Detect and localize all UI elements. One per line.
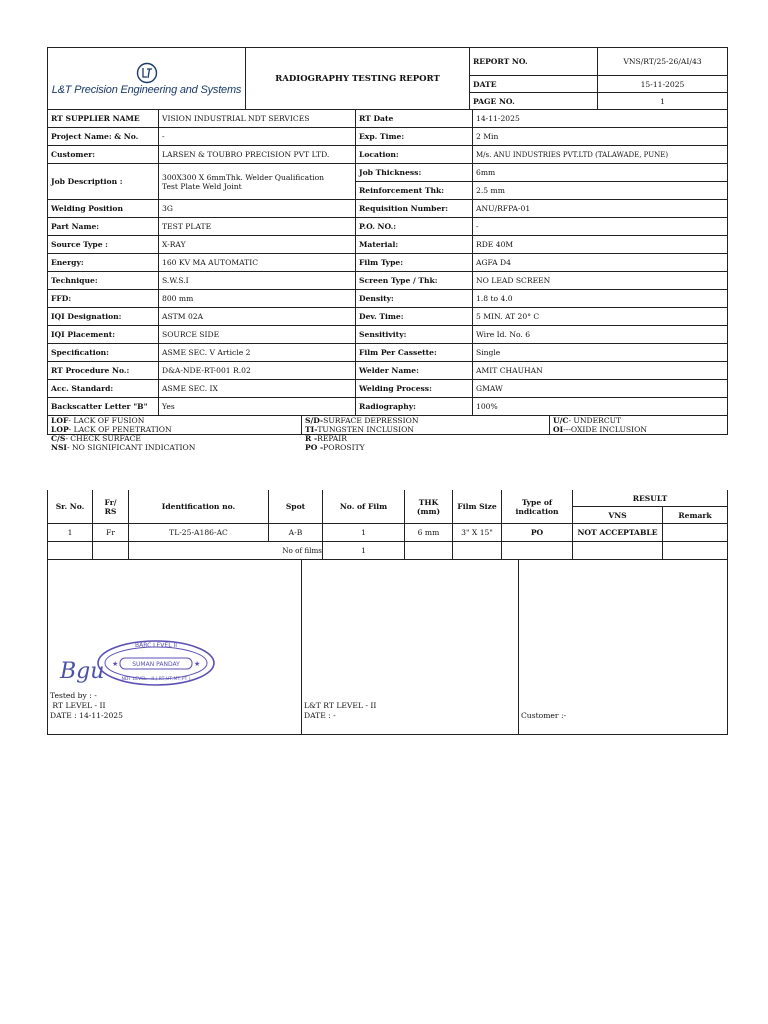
legend-text: - NO SIGNIFICANT INDICATION [66, 443, 196, 452]
col-header: Film Size [453, 490, 502, 524]
field-label: Material: [356, 236, 473, 254]
job-description-line1: 300X300 X 6mmThk. Welder Qualification [162, 172, 325, 182]
table-cell: 6 mm [405, 524, 453, 542]
field-label: Job Thickness: [356, 164, 473, 182]
legend-text: POROSITY [323, 443, 365, 452]
field-value: 2 Min [473, 128, 728, 146]
col-header [93, 490, 129, 524]
report-sheet [47, 47, 728, 735]
report-no-label: REPORT NO. [470, 47, 598, 76]
col-header: VNS [573, 507, 663, 524]
lt-signature-cell [302, 560, 519, 735]
job-description-line2: Test Plate Weld Joint [162, 181, 242, 191]
field-value: S.W.S.I [159, 272, 356, 290]
field-value: NO LEAD SCREEN [473, 272, 728, 290]
legend-code: PO - [305, 443, 324, 452]
field-value: Wire Id. No. 6 [473, 326, 728, 344]
lt-date: DATE : - [304, 711, 336, 720]
col-header: Identification no. [129, 490, 269, 524]
field-value: - [159, 128, 356, 146]
field-value: VISION INDUSTRIAL NDT SERVICES [159, 110, 356, 128]
table-cell [573, 542, 663, 560]
col-header: Remark [663, 507, 728, 524]
field-value: D&A-NDE-RT-001 R.02 [159, 362, 356, 380]
col-header: RESULT [573, 490, 728, 507]
field-label: RT SUPPLIER NAME [47, 110, 159, 128]
field-value: - [473, 218, 728, 236]
total-label: No of films [129, 542, 323, 560]
field-value: X-RAY [159, 236, 356, 254]
field-label: Backscatter Letter "B" [47, 398, 159, 416]
field-label: IQI Designation: [47, 308, 159, 326]
field-label: Sensitivity: [356, 326, 473, 344]
field-label: Film Type: [356, 254, 473, 272]
field-value: ASME SEC. V Article 2 [159, 344, 356, 362]
legend-text: - UNDERCUT [568, 416, 622, 425]
legend-code: R - [305, 434, 318, 443]
inspector-stamp-icon [56, 632, 216, 692]
col-header-line: RS [104, 506, 117, 516]
field-label: Dev. Time: [356, 308, 473, 326]
tested-by-block [50, 691, 123, 721]
table-cell [663, 524, 728, 542]
lt-logo-icon [136, 62, 158, 84]
field-value: Yes [159, 398, 356, 416]
table-cell: 1 [47, 524, 93, 542]
lt-level-label: L&T RT LEVEL - II [304, 701, 377, 710]
field-label: Specification: [47, 344, 159, 362]
field-label: IQI Placement: [47, 326, 159, 344]
table-cell [663, 542, 728, 560]
total-value: 1 [323, 542, 405, 560]
field-label: Welder Name: [356, 362, 473, 380]
field-label: Screen Type / Thk: [356, 272, 473, 290]
field-label: Acc. Standard: [47, 380, 159, 398]
table-cell: NOT ACCEPTABLE [573, 524, 663, 542]
legend-code: C/S [51, 434, 66, 443]
field-label: Project Name: & No. [47, 128, 159, 146]
legend-text: - LACK OF FUSION [68, 416, 145, 425]
table-cell: PO [502, 524, 573, 542]
legend-code: LOP [51, 425, 69, 434]
table-cell [47, 542, 93, 560]
field-value: 6mm [473, 164, 728, 182]
col-header-line: indication [515, 506, 559, 516]
legend-code: NSI [51, 443, 67, 452]
field-value: 1.8 to 4.0 [473, 290, 728, 308]
customer-label: Customer :- [521, 711, 567, 720]
field-value: ANU/RFPA-01 [473, 200, 728, 218]
svg-text:★: ★ [194, 660, 201, 668]
field-value: 3G [159, 200, 356, 218]
field-label: Film Per Cassette: [356, 344, 473, 362]
table-row [47, 524, 728, 542]
stamp-top-text: BARC LEVEL II [134, 642, 178, 649]
field-value [159, 164, 356, 200]
tested-date: DATE : 14-11-2025 [50, 711, 123, 720]
table-cell [93, 542, 129, 560]
field-value: 5 MIN. AT 20° C [473, 308, 728, 326]
field-label: RT Procedure No.: [47, 362, 159, 380]
field-label: Technique: [47, 272, 159, 290]
legend-text: REPAIR [317, 434, 347, 443]
tested-by-label: Tested by : - [50, 691, 97, 700]
field-label: Part Name: [47, 218, 159, 236]
field-label: Energy: [47, 254, 159, 272]
company-name: L&T Precision Engineering and Systems [51, 83, 242, 96]
signature-section [47, 560, 728, 735]
table-cell [453, 542, 502, 560]
tested-by-cell [47, 560, 302, 735]
field-label: Radiography: [356, 398, 473, 416]
page-no-label: PAGE NO. [470, 93, 598, 110]
col-header [502, 490, 573, 524]
table-cell: A-B [269, 524, 323, 542]
results-table [47, 490, 728, 560]
field-value: TEST PLATE [159, 218, 356, 236]
defect-legend [47, 416, 728, 490]
field-value: ASME SEC. IX [159, 380, 356, 398]
field-label: Location: [356, 146, 473, 164]
legend-code: U/C [553, 416, 569, 425]
lt-block [304, 701, 376, 721]
date-label: DATE [470, 76, 598, 93]
table-cell: TL-25-A186-AC [129, 524, 269, 542]
field-value: Single [473, 344, 728, 362]
field-label: P.O. NO.: [356, 218, 473, 236]
field-value: GMAW [473, 380, 728, 398]
report-title: RADIOGRAPHY TESTING REPORT [246, 47, 470, 110]
field-label: FFD: [47, 290, 159, 308]
field-value: LARSEN & TOUBRO PRECISION PVT LTD. [159, 146, 356, 164]
col-header: Spot [269, 490, 323, 524]
field-label: Welding Process: [356, 380, 473, 398]
table-total-row [47, 542, 728, 560]
field-value: AGFA D4 [473, 254, 728, 272]
col-header: Sr. No. [47, 490, 93, 524]
svg-text:Bgu: Bgu [60, 659, 105, 684]
stamp-bottom-text: NDT LEVEL - II ( RT,UT,MT,PT ) [121, 677, 191, 682]
report-no: VNS/RT/25-26/AI/43 [598, 47, 728, 76]
field-label: Density: [356, 290, 473, 308]
table-cell: 1 [323, 524, 405, 542]
field-value: AMIT CHAUHAN [473, 362, 728, 380]
field-value: M/s. ANU INDUSTRIES PVT.LTD (TALAWADE, PUNE) [473, 146, 728, 164]
table-cell [405, 542, 453, 560]
legend-text: ---OXIDE INCLUSION [563, 425, 647, 434]
svg-text:★: ★ [112, 660, 119, 668]
field-label: Customer: [47, 146, 159, 164]
field-value: 100% [473, 398, 728, 416]
field-value: ASTM 02A [159, 308, 356, 326]
legend-code: S/D- [305, 416, 324, 425]
legend-code: LOF [51, 416, 69, 425]
col-header-line: THK [418, 497, 439, 507]
field-value: 800 mm [159, 290, 356, 308]
legend-text: - LACK OF PENETRATION [68, 425, 172, 434]
page-no: 1 [598, 93, 728, 110]
customer-signature-cell [519, 560, 728, 735]
legend-code: TI- [305, 425, 318, 434]
col-header: No. of Film [323, 490, 405, 524]
legend-text: - CHECK SURFACE [65, 434, 141, 443]
field-label: RT Date [356, 110, 473, 128]
legend-code: OI [553, 425, 564, 434]
field-label: Welding Position [47, 200, 159, 218]
field-value: RDE 40M [473, 236, 728, 254]
company-logo-cell [47, 47, 246, 110]
col-header-line: Fr/ [104, 497, 117, 507]
table-cell: Fr [93, 524, 129, 542]
field-value: 14-11-2025 [473, 110, 728, 128]
legend-text: SURFACE DEPRESSION [323, 416, 419, 425]
col-header-line: Type of [521, 497, 553, 507]
report-meta [470, 47, 728, 110]
rt-level-label: RT LEVEL - II [50, 701, 106, 710]
table-cell: 3" X 15" [453, 524, 502, 542]
field-label: Exp. Time: [356, 128, 473, 146]
field-value: 160 KV MA AUTOMATIC [159, 254, 356, 272]
details-grid [47, 110, 728, 416]
stamp-name-text: SUMAN PANDAY [132, 661, 180, 668]
col-header-line: (mm) [416, 506, 441, 516]
field-label: Reinforcement Thk: [356, 182, 473, 200]
report-date: 15-11-2025 [598, 76, 728, 93]
col-header [405, 490, 453, 524]
field-label: Requisition Number: [356, 200, 473, 218]
table-cell [502, 542, 573, 560]
field-value: 2.5 mm [473, 182, 728, 200]
legend-text: TUNGSTEN INCLUSION [317, 425, 414, 434]
field-value: SOURCE SIDE [159, 326, 356, 344]
field-label: Source Type : [47, 236, 159, 254]
field-label: Job Description : [47, 164, 159, 200]
